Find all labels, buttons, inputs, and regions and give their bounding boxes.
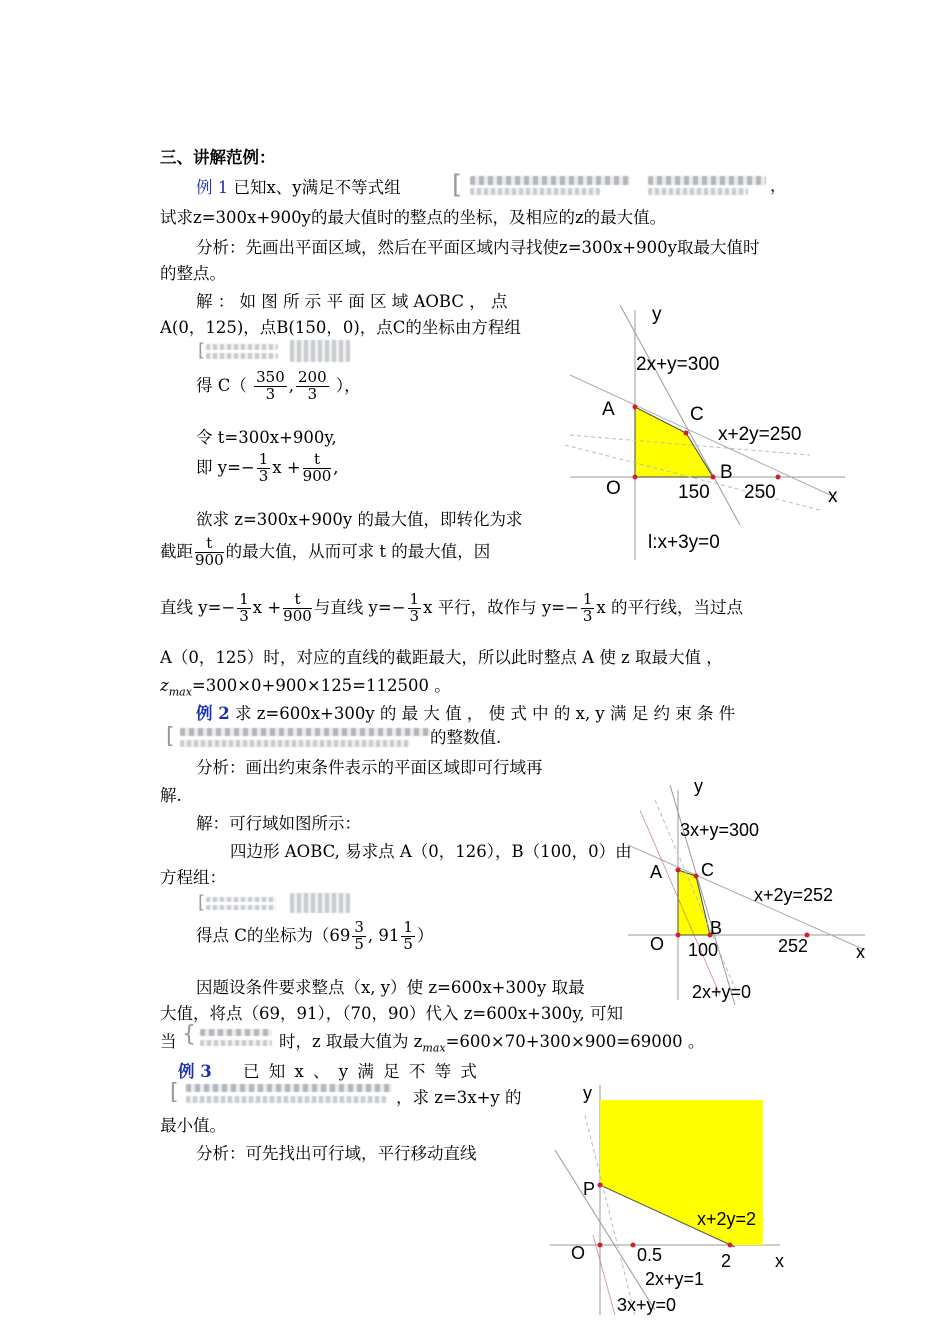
text: ，求 z=3x+y 的	[396, 1088, 522, 1107]
text: 即 y=−	[196, 457, 255, 477]
fraction	[401, 920, 415, 953]
text: ,	[333, 457, 339, 477]
example-1-want: 欲求 z=300x+900y 的最大值，即转化为求	[196, 510, 523, 529]
numerator: 1	[409, 590, 420, 608]
point-250	[776, 475, 781, 480]
origin-label: O	[571, 1243, 586, 1263]
tick-label: 250	[744, 482, 776, 503]
fraction	[254, 370, 287, 403]
example-2-analysis: 分析：画出约束条件表示的平面区域即可行域再	[196, 758, 543, 777]
blurred-condition	[200, 1040, 272, 1046]
blurred-equation-system	[206, 344, 278, 350]
example-1-zmax	[160, 672, 451, 698]
example-2-label: 例 2	[196, 704, 230, 723]
subscript: max	[168, 685, 192, 699]
text: 的整数值.	[430, 728, 502, 747]
text: 截距	[160, 541, 193, 561]
point-o	[633, 475, 638, 480]
example-1-line-eq	[196, 452, 339, 485]
point-label-c: C	[690, 404, 704, 425]
example-3-analysis: 分析：可先找出可行域，平行移动直线	[196, 1144, 477, 1163]
fraction	[237, 592, 251, 625]
axis-label-x: x	[856, 942, 865, 962]
blurred-inequality-system	[648, 176, 766, 185]
blurred-equation-system	[290, 340, 350, 362]
example-3-label: 例 3	[178, 1062, 212, 1081]
axis-label-y: y	[652, 304, 662, 325]
text: z	[160, 676, 169, 695]
example-2-line-1	[196, 700, 735, 724]
denominator: 900	[195, 550, 224, 569]
system-brace: [	[198, 340, 206, 361]
text: 最小值。	[160, 1116, 226, 1135]
text: =300×0+900×125=112500 。	[191, 676, 451, 695]
example-2-quadrilateral: 四边形 AOBC, 易求点 A（0，126），B（100，0）由	[230, 842, 632, 861]
numerator: t	[195, 536, 224, 553]
text: 得点 C的坐标为（69	[196, 925, 351, 945]
blurred-equation-system	[290, 893, 350, 913]
tick-label: 2	[721, 1251, 732, 1271]
text: 的最大值，从而可求 t 的最大值，因	[225, 541, 491, 561]
comma: ，	[770, 176, 787, 195]
numerator: 3	[354, 918, 364, 936]
text: , 91	[367, 925, 400, 945]
example-1-label: 例 1	[196, 178, 229, 197]
tick-label: 150	[678, 482, 710, 503]
system-brace: {	[182, 1022, 196, 1047]
denominator: 3	[409, 606, 420, 625]
example-3-line-1	[178, 1058, 479, 1082]
tick-label: 0.5	[637, 1245, 663, 1265]
example-1-parallel	[160, 592, 743, 625]
example-1-solution-1: 解 ： 如 图 所 示 平 面 区 域 AOBC ， 点	[196, 292, 508, 311]
tick-label: 252	[778, 936, 809, 956]
line-label: l:x+3y=0	[648, 532, 720, 553]
origin-label: O	[650, 934, 665, 954]
fraction	[303, 452, 332, 485]
denominator: 5	[403, 934, 413, 953]
example-1-solution-2: A(0，125)，点B(150，0)，点C的坐标由方程组	[160, 318, 521, 337]
point-label-c: C	[701, 860, 714, 880]
blurred-inequality-system	[470, 188, 600, 195]
blurred-constraints	[180, 728, 430, 736]
denominator: 3	[258, 466, 269, 485]
line-label: 2x+y=0	[692, 982, 752, 1002]
graph-example-2	[620, 770, 880, 1010]
point-c	[694, 874, 699, 879]
example-2-solution: 解：可行域如图所示：	[196, 814, 361, 833]
denominator: 3	[265, 384, 276, 403]
point-label-b: B	[710, 918, 723, 938]
text: 直线 y=−	[160, 597, 236, 617]
point-p	[598, 1183, 603, 1188]
line-label: 2x+y=1	[645, 1269, 705, 1289]
axis-label-x: x	[828, 486, 838, 507]
axis-label-y: y	[694, 776, 703, 796]
point-o	[598, 1243, 603, 1248]
text: =600×70+300×900=69000 。	[445, 1032, 705, 1051]
denominator: 3	[307, 384, 318, 403]
blurred-constraints	[180, 740, 410, 747]
line-label: x+2y=2	[697, 1209, 757, 1229]
point-o	[676, 933, 681, 938]
example-2-reason-1: 因题设条件要求整点（x, y）使 z=600x+300y 取最	[196, 978, 585, 997]
point-c	[684, 431, 689, 436]
example-2-equation-label: 方程组：	[160, 868, 226, 887]
point-2	[728, 1243, 733, 1248]
example-1-point-c: 得 C（ $\frac{350}{3}$ , $\frac{200}{3}$ ），	[196, 368, 361, 403]
fraction	[257, 452, 271, 485]
text: 当	[160, 1032, 177, 1051]
text: 与直线 y=−	[313, 597, 406, 617]
text: 求 z=600x+300y 的 最 大 值 ， 使 式 中 的 x, y 满 足 约 束 条 件	[234, 704, 736, 723]
blurred-equation-system	[206, 897, 276, 902]
point-label-a: A	[650, 862, 663, 882]
fraction	[296, 370, 329, 403]
system-brace: [	[198, 892, 206, 913]
numerator: 200	[298, 368, 327, 386]
fraction	[581, 592, 595, 625]
point-b	[711, 475, 716, 480]
line-label: 3x+y=300	[680, 820, 760, 840]
blurred-equation-system	[206, 905, 276, 910]
denominator: 3	[239, 606, 249, 625]
text: 已 知 x 、 y 满 足 不 等 式	[242, 1062, 479, 1081]
numerator: 350	[256, 368, 285, 386]
point-0-5	[631, 1243, 636, 1248]
numerator: t	[303, 452, 332, 469]
graph-example-3	[545, 1075, 805, 1320]
system-brace: [	[166, 724, 175, 749]
denominator: 900	[283, 606, 312, 625]
example-1-analysis: 分析：先画出平面区域，然后在平面区域内寻找使z=300x+900y取最大值时	[196, 238, 760, 257]
blurred-inequality-system	[470, 176, 630, 185]
denominator: 5	[354, 934, 364, 953]
point-a	[676, 868, 681, 873]
subscript: max	[422, 1041, 446, 1055]
text: 得 C（	[196, 375, 247, 395]
origin-label: O	[606, 478, 621, 499]
line-label: 3x+y=0	[617, 1295, 677, 1315]
section-title: 三、讲解范例：	[160, 148, 276, 167]
blurred-equation-system	[206, 353, 278, 359]
example-1-let: 令 t=300x+900y,	[196, 428, 337, 447]
text: x +	[252, 597, 282, 617]
text: 时，z 取最大值为 z	[279, 1032, 423, 1051]
example-1-intercept	[160, 536, 490, 569]
example-2-reason-2: 大值，将点（69，91），（70，90）代入 z=600x+300y, 可知	[160, 1004, 623, 1023]
fraction	[408, 592, 422, 625]
blurred-inequality-system	[648, 188, 748, 195]
text: ），	[335, 375, 361, 395]
text: x 的平行线，当过点	[596, 597, 743, 617]
fraction	[195, 536, 224, 569]
fraction	[283, 592, 312, 625]
example-1-conclusion: A（0，125）时，对应的直线的截距最大，所以此时整点 A 使 z 取最大值 ，	[160, 648, 723, 667]
blurred-inequalities	[186, 1096, 386, 1103]
text: x 平行，故作与 y=−	[423, 597, 579, 617]
example-2-point-c	[196, 920, 433, 953]
blurred-inequalities	[186, 1084, 392, 1092]
numerator: 1	[403, 918, 413, 936]
axis-label-y: y	[583, 1083, 592, 1103]
point-label-b: B	[720, 462, 733, 483]
line-label: x+2y=252	[754, 885, 834, 905]
line-label: 2x+y=300	[636, 354, 720, 375]
point-a	[633, 405, 638, 410]
numerator: 1	[258, 450, 269, 468]
point-label-a: A	[602, 399, 615, 420]
system-brace: [	[170, 1080, 179, 1105]
example-1-text: 已知x、y满足不等式组	[233, 178, 401, 197]
point-label-p: P	[583, 1179, 596, 1199]
numerator: 1	[582, 590, 593, 608]
numerator: 1	[239, 590, 249, 608]
graph-example-1	[560, 300, 860, 570]
numerator: t	[283, 592, 312, 609]
denominator: 900	[302, 466, 332, 485]
system-brace: [	[452, 170, 463, 200]
blurred-condition	[200, 1029, 272, 1036]
example-1-line-1	[196, 174, 401, 198]
example-2-analysis-2: 解.	[160, 786, 182, 805]
denominator: 3	[582, 606, 593, 625]
text: x +	[272, 457, 301, 477]
tick-label: 100	[688, 940, 719, 960]
text: ）	[416, 925, 434, 945]
line-label: x+2y=250	[718, 424, 802, 445]
line-3x-y-0	[593, 1235, 615, 1315]
example-1-analysis-2: 的整点。	[160, 264, 226, 283]
axis-label-x: x	[775, 1251, 784, 1271]
fraction	[352, 920, 366, 953]
example-1-line-2: 试求z=300x+900y的最大值时的整点的坐标，及相应的z的最大值。	[160, 208, 667, 227]
